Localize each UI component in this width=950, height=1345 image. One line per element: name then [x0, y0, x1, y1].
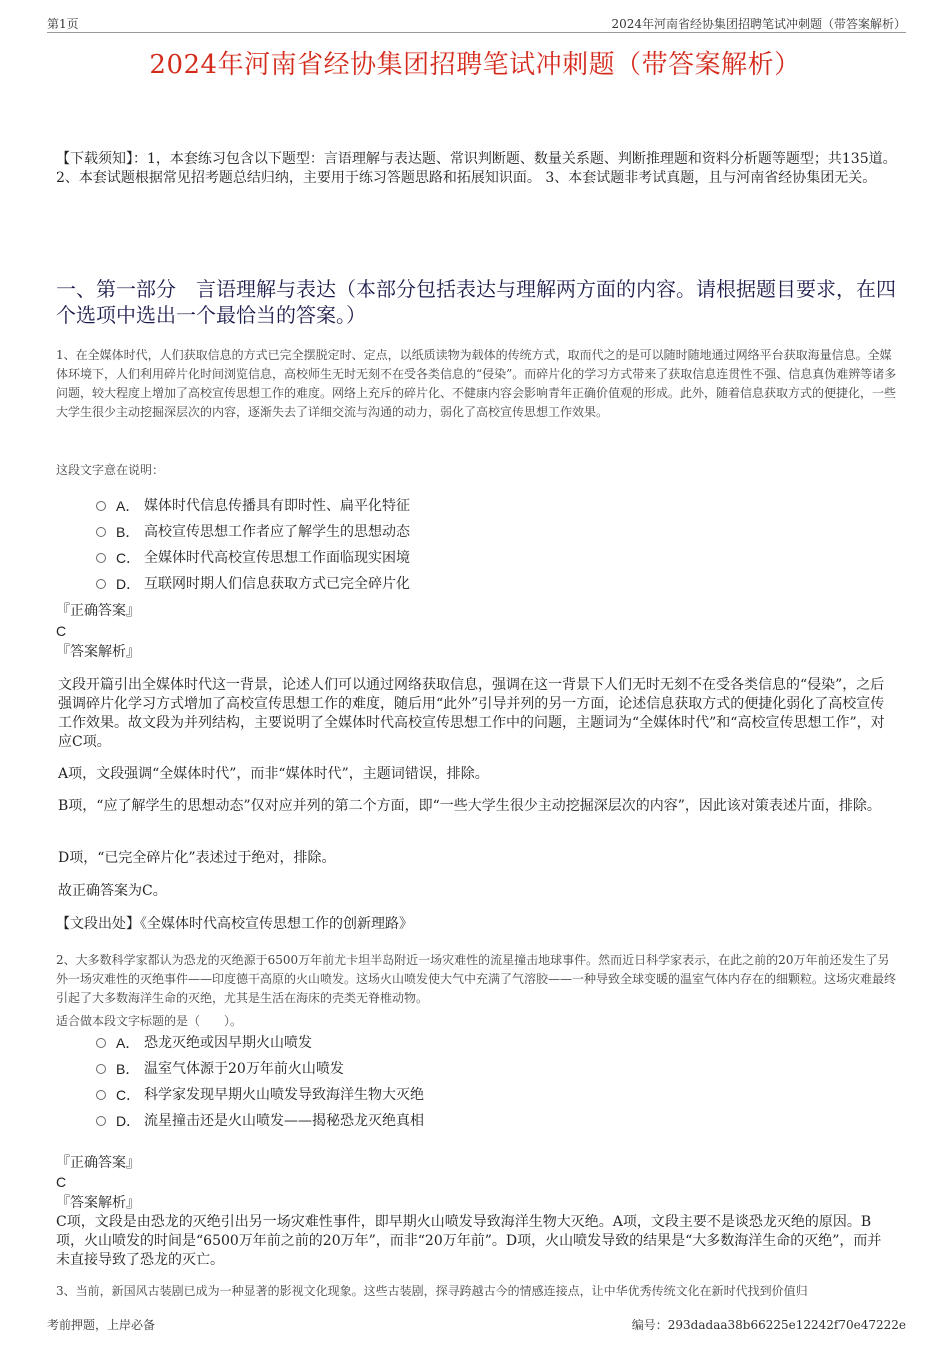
page-title: 2024年河南省经协集团招聘笔试冲刺题（带答案解析） [149, 50, 801, 80]
question-3-text: 3、当前，新国风古装剧已成为一种显著的影视文化现象。这些古装剧，探寻跨越古今的情感连接点，让中华优秀传统文化在新时代找到价值归 [56, 1284, 808, 1298]
correct-answer-label: 『正确答案』 [56, 1155, 140, 1171]
option-d[interactable]: D． 流星撞击还是火山喷发——揭秘恐龙灭绝真相 [96, 1108, 876, 1134]
section-heading: 一、第一部分 言语理解与表达（本部分包括表达与理解两方面的内容。请根据题目要求，在四个选项中选出一个最恰当的答案。） [56, 277, 896, 327]
radio-button[interactable] [96, 1038, 106, 1048]
option-b[interactable]: B． 温室气体源于20万年前火山喷发 [96, 1056, 876, 1082]
question-2-prompt: 适合做本段文字标题的是（ ）。 [56, 1014, 243, 1028]
option-b[interactable]: B． 高校宣传思想工作者应了解学生的思想动态 [96, 519, 876, 545]
radio-button[interactable] [96, 1116, 106, 1126]
radio-button[interactable] [96, 1090, 106, 1100]
radio-button[interactable] [96, 527, 106, 537]
question-1-options [96, 493, 876, 597]
analysis-paragraph: C项，文段是由恐龙的灭绝引出另一场灾难性事件，即早期火山喷发导致海洋生物大灭绝。A项，文段主要不是谈恐龙灭绝的原因。B项，火山喷发的时间是“6500万年前之前的20万年”，而非“20万年前”。D项，火山喷发导致的结果是“大多数海洋生命的灭绝”，而并未直接导致了恐龙的灭亡。 [56, 1214, 882, 1268]
analysis-paragraph: A项，文段强调“全媒体时代”，而非“媒体时代”，主题词错误，排除。 [58, 766, 489, 782]
question-2-options [96, 1030, 876, 1134]
analysis-paragraph: 文段开篇引出全媒体时代这一背景，论述人们可以通过网络获取信息，强调在这一背景下人们无时无刻不在受各类信息的“侵染”，之后强调碎片化学习方式增加了高校宣传思想工作的难度，随后用“此外”引导并列的另一方面，论述信息获取方式的便捷化弱化了高校宣传工作效果。故文段为并列结构，主要说明了全媒体时代高校宣传思想工作中的问题，主题词为“全媒体时代”和“高校宣传思想工作”，对应C项。 [58, 677, 885, 750]
radio-button[interactable] [96, 501, 106, 511]
question-1-prompt: 这段文字意在说明： [56, 463, 165, 477]
radio-button[interactable] [96, 1064, 106, 1074]
footer-slogan: 考前押题，上岸必备 [47, 1318, 156, 1332]
radio-button[interactable] [96, 553, 106, 563]
analysis-label: 『答案解析』 [56, 1195, 140, 1211]
analysis-paragraph: 故正确答案为C。 [58, 883, 167, 899]
page-number: 第1页 [47, 17, 79, 31]
option-c[interactable]: C． 科学家发现早期火山喷发导致海洋生物大灭绝 [96, 1082, 876, 1108]
question-1-text: 1、在全媒体时代，人们获取信息的方式已完全摆脱定时、定点，以纸质读物为载体的传统方式，取而代之的是可以随时随地通过网络平台获取海量信息。全媒体环境下，人们利用碎片化时间浏览信息，高校师生无时无刻不在受各类信息的“侵染”。而碎片化的学习方式带来了获取信息连贯性不强、信息真伪难辨等诸多问题，较大程度上增加了高校宣传思想工作的难度。网络上充斥的碎片化、不健康内容会影响青年正确价值观的形成。此外，随着信息获取方式的便捷化，一些大学生很少主动挖掘深层次的内容，逐渐失去了详细交流与沟通的动力，弱化了高校宣传思想工作效果。 [56, 348, 897, 419]
source-citation: 【文段出处】《全媒体时代高校宣传思想工作的创新理路》 [56, 916, 413, 932]
question-2-text: 2、大多数科学家都认为恐龙的灭绝源于6500万年前尤卡坦半岛附近一场灾难性的流星撞击地球事件。然而近日科学家表示，在此之前的20万年前还发生了另外一场灾难性的灭绝事件——印度德干高原的火山喷发。这场火山喷发使大气中充满了气溶胶——一种导致全球变暖的温室气体内存在的细颗粒。这场灾难最终引起了大多数海洋生命的灭绝，尤其是生活在海床的壳类无脊椎动物。 [56, 953, 897, 1005]
option-a[interactable]: A． 恐龙灭绝或因早期火山喷发 [96, 1030, 876, 1056]
correct-answer-label: 『正确答案』 [56, 603, 140, 619]
document-id: 编号：293dadaa38b66225e12242f70e47222e [631, 1318, 906, 1332]
header-doc-title: 2024年河南省经协集团招聘笔试冲刺题（带答案解析） [611, 17, 906, 31]
correct-answer: C [56, 623, 67, 639]
option-c[interactable]: C． 全媒体时代高校宣传思想工作面临现实困境 [96, 545, 876, 571]
analysis-paragraph: D项，“已完全碎片化”表述过于绝对，排除。 [58, 850, 336, 866]
analysis-paragraph: B项，“应了解学生的思想动态”仅对应并列的第二个方面，即“一些大学生很少主动挖掘深层次的内容”，因此该对策表述片面，排除。 [58, 798, 881, 814]
option-d[interactable]: D． 互联网时期人们信息获取方式已完全碎片化 [96, 571, 876, 597]
page-header [47, 14, 906, 33]
option-a[interactable]: A． 媒体时代信息传播具有即时性、扁平化特征 [96, 493, 876, 519]
correct-answer: C [56, 1174, 67, 1190]
radio-button[interactable] [96, 579, 106, 589]
analysis-label: 『答案解析』 [56, 644, 140, 660]
download-notice: 【下载须知】：1，本套练习包含以下题型：言语理解与表达题、常识判断题、数量关系题、判断推理题和资料分析题等题型；共135道。 2、本套试题根据常见招考题总结归纳，主要用于练习答题思路和拓展知识面。 3、本套试题非考试真题，且与河南省经协集团无关。 [56, 151, 897, 186]
